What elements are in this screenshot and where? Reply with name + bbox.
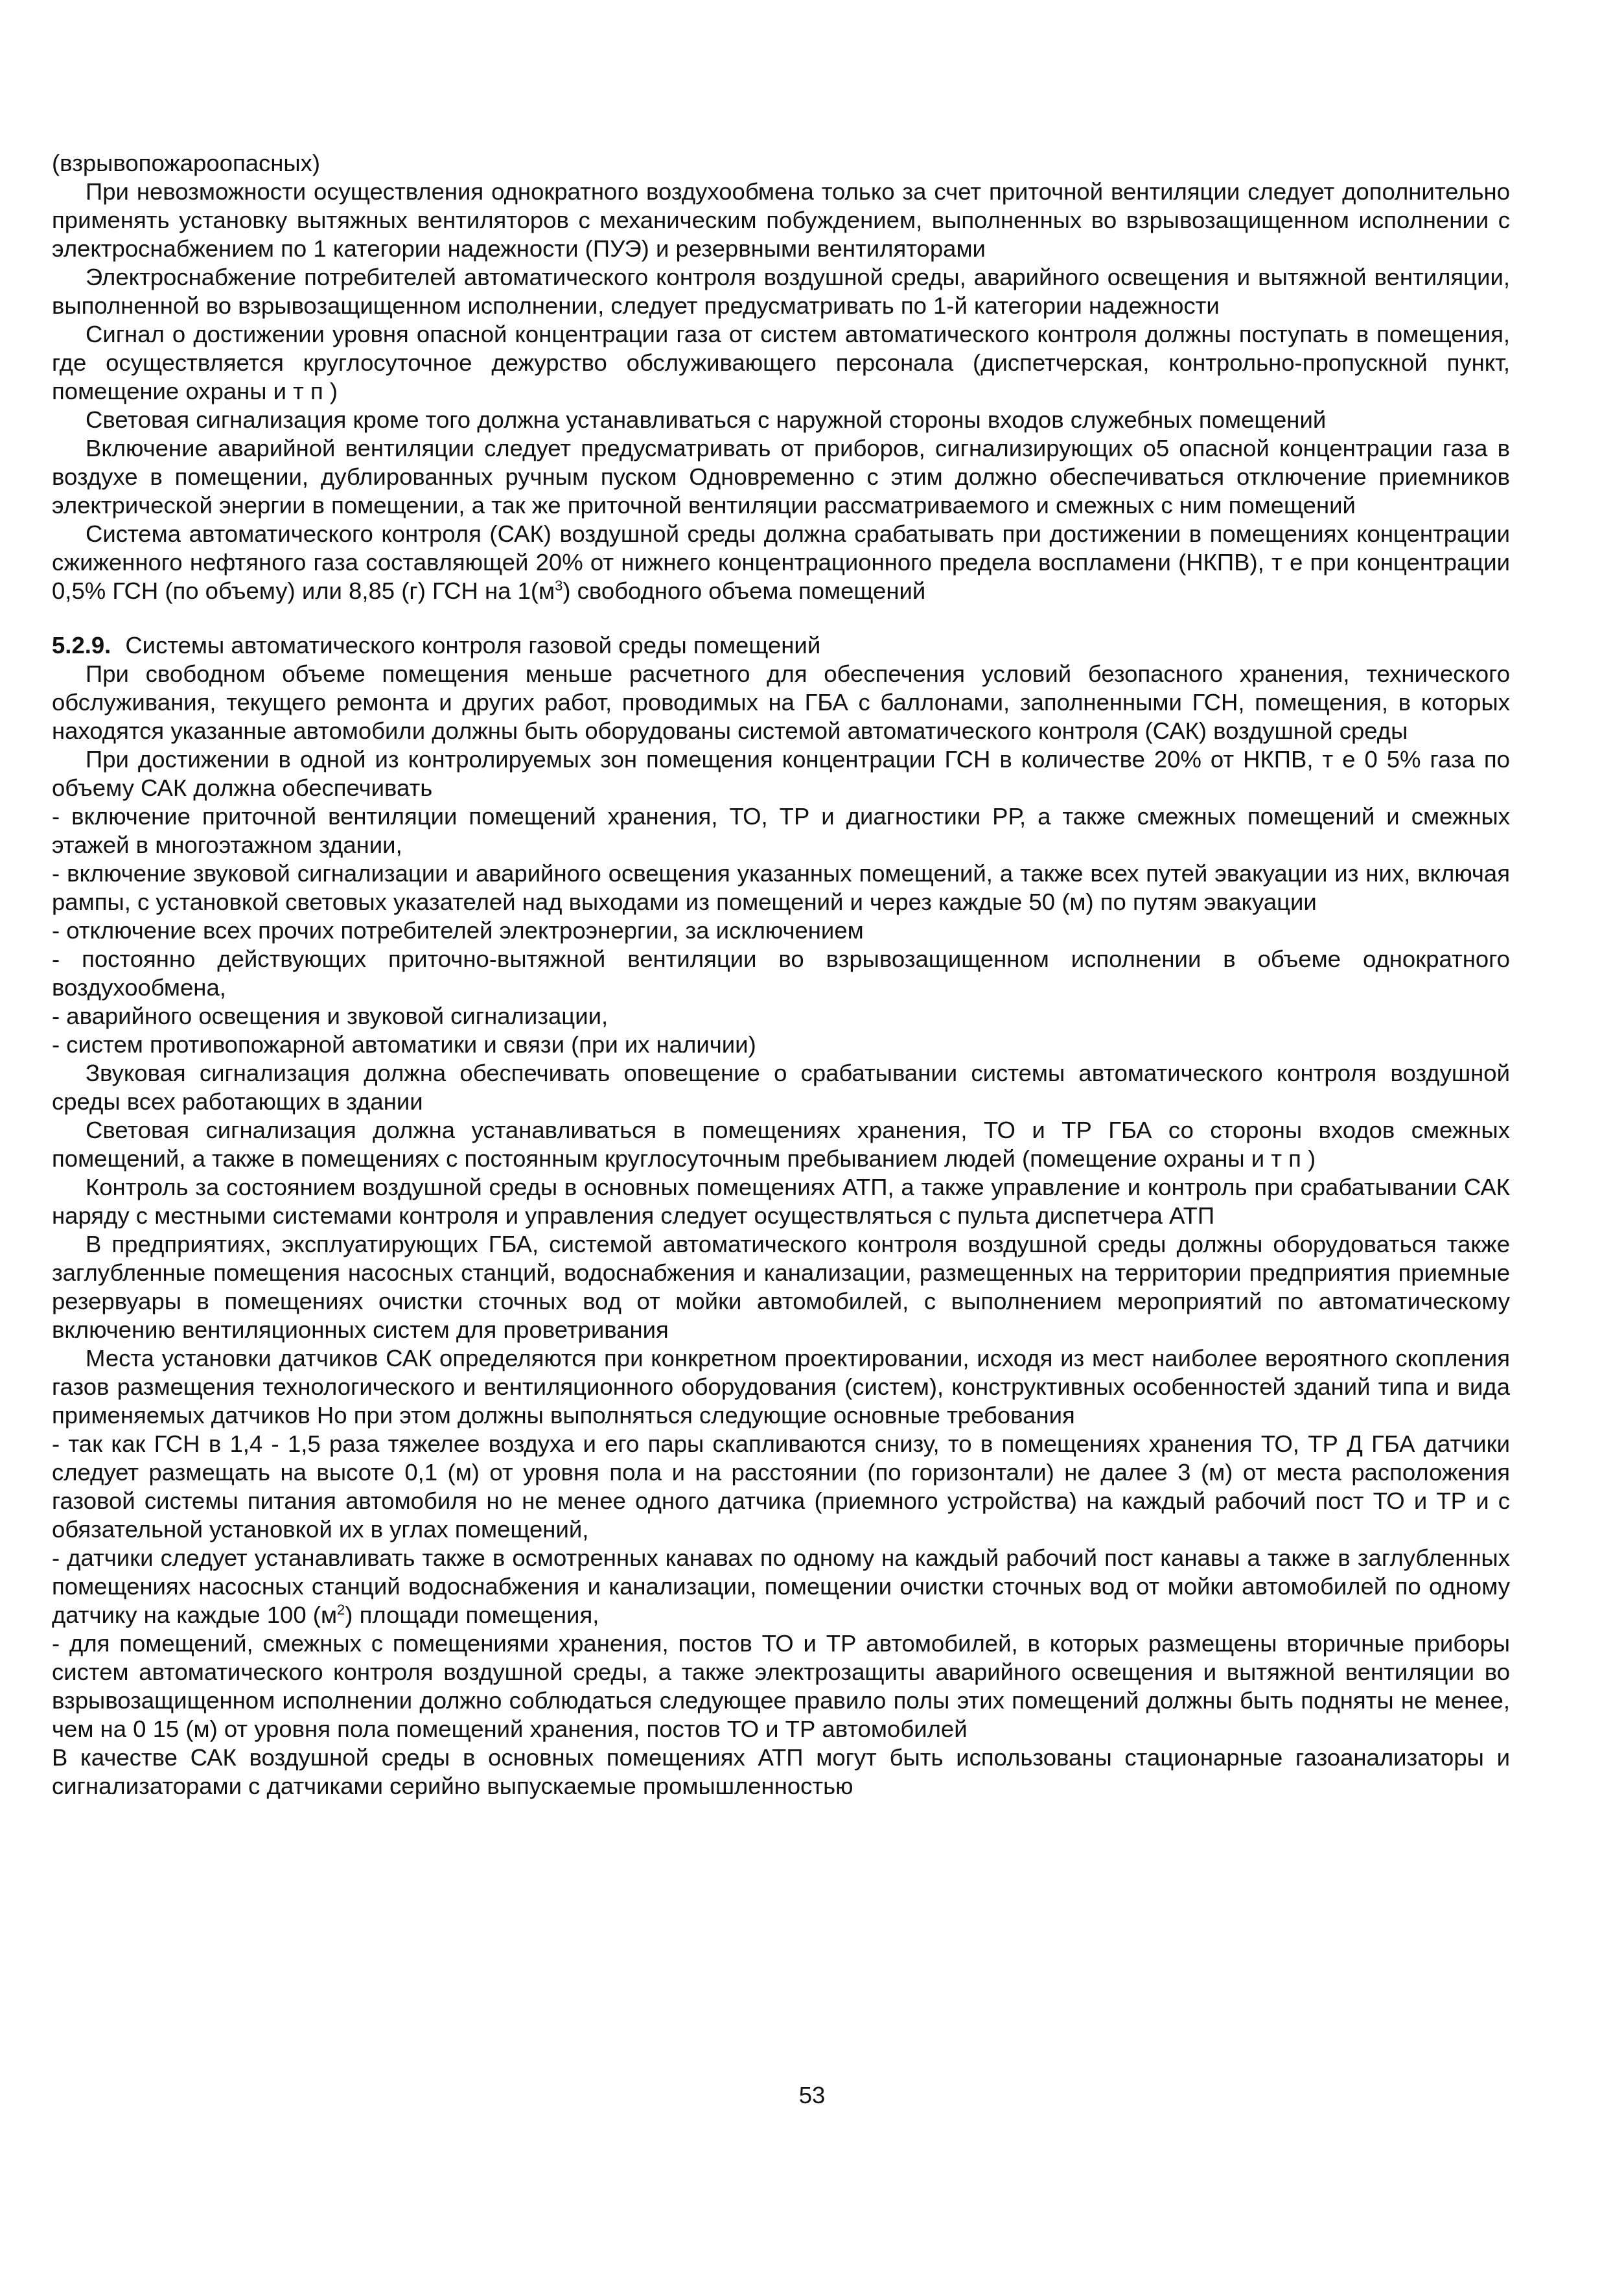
list-item: - постоянно действующих приточно-вытяжной вентиляции во взрывозащищенном исполнении в объеме однократного воздухообмена, bbox=[52, 946, 1510, 1001]
header-fragment: (взрывопожароопасных) bbox=[52, 150, 321, 176]
section2-paragraphs bbox=[52, 1059, 1510, 1430]
section2-intro bbox=[52, 660, 1510, 802]
document-page bbox=[52, 149, 1510, 1801]
paragraph: Световая сигнализация должна устанавливаться в помещениях хранения, ТО и ТР ГБА со стороны входов смежных помещений, а также в помещениях с постоянным круглосуточным пребыванием людей (помещение охраны и т п ) bbox=[52, 1117, 1510, 1172]
paragraph: При свободном объеме помещения меньше расчетного для обеспечения условий безопасного хранения, технического обслуживания, текущего ремонта и других работ, проводимых на ГБА с баллонами, заполненными ГСН, помещения, в которых находятся указанные автомобили должны быть оборудованы системой автоматического контроля (САК) воздушной среды bbox=[52, 660, 1510, 744]
page-number: 53 bbox=[798, 2082, 826, 2108]
section-title: Системы автоматического контроля газовой среды помещений bbox=[125, 632, 821, 659]
paragraph: При достижении в одной из контролируемых зон помещения концентрации ГСН в количестве 20% от НКПВ, т е 0 5% газа по объему САК должна обеспечивать bbox=[52, 746, 1510, 801]
paragraph: При невозможности осуществления однократного воздухообмена только за счет приточной вентиляции следует дополнительно применять установку вытяжных вентиляторов с механическим побуждением, выполненных во взрывозащищенном исполнении с электроснабжением по 1 категории надежности (ПУЭ) и резервными вентиляторами bbox=[52, 178, 1510, 262]
paragraph: Сигнал о достижении уровня опасной концентрации газа от систем автоматического контроля должны поступать в помещения, где осуществляется круглосуточное дежурство обслуживающего персонала (диспетчерская, контрольно-пропускной пункт, помещение охраны и т п ) bbox=[52, 321, 1510, 404]
text: ) свободного объема помещений bbox=[563, 577, 926, 604]
list-item: - аварийного освещения и звуковой сигнализации, bbox=[52, 1003, 609, 1029]
paragraph: Места установки датчиков САК определяются при конкретном проектировании, исходя из мест наиболее вероятного скопления газов размещения технологического и вентиляционного оборудования (систем), конструктивных особенностей зданий типа и вида применяемых датчиков Но при этом должны выполняться следующие основные требования bbox=[52, 1345, 1510, 1429]
text: - так как ГСН в 1,4 - 1,5 раза тяжелее воздуха и его пары скапливаются снизу, то в помещениях хранения ТО, ТР Д ГБА датчики следует размещать на высоте 0,1 (м) от уровня пола и на расстоянии (по горизонтали) не далее 3 (м) от места расположения газовой системы питания автомобиля но не менее одного датчика (приемного устройства) на каждый рабочий пост ТО и ТР и с обязательной установкой их в углах помещений, bbox=[52, 1430, 1510, 1543]
section1-paragraphs bbox=[52, 178, 1510, 605]
paragraph: Электроснабжение потребителей автоматического контроля воздушной среды, аварийного освещения и вытяжной вентиляции, выполненной во взрывозащищенном исполнении, следует предусматривать по 1-й категории надежности bbox=[52, 264, 1510, 319]
text: ) площади помещения, bbox=[345, 1602, 599, 1628]
superscript: 3 bbox=[555, 577, 563, 594]
paragraph: Световая сигнализация кроме того должна устанавливаться с наружной стороны входов служебных помещений bbox=[86, 406, 1327, 433]
paragraph bbox=[52, 520, 1510, 605]
paragraph: В качестве САК воздушной среды в основных помещениях АТП могут быть использованы стационарные газоанализаторы и сигнализаторами с датчиками серийно выпускаемые промышленностью bbox=[52, 1744, 1510, 1799]
list-item: - включение приточной вентиляции помещений хранения, ТО, ТР и диагностики РР, а также смежных помещений и смежных этажей в многоэтажном здании, bbox=[52, 803, 1510, 858]
paragraph: Включение аварийной вентиляции следует предусматривать от приборов, сигнализирующих о5 опасной концентрации газа в воздухе в помещении, дублированных ручным пуском Одновременно с этим должно обеспечиваться отключение приемников электрической энергии в помещении, а так же приточной вентиляции рассматриваемого и смежных с ним помещений bbox=[52, 435, 1510, 519]
list-item bbox=[52, 1430, 1510, 1544]
text: Система автоматического контроля (САК) воздушной среды должна срабатывать при достижении в помещениях концентрации сжиженного нефтяного газа составляющей 20% от нижнего концентрационного предела воспламени (НКПВ), т е при концентрации 0,5% ГСН (по объему) или 8,85 (г) ГСН на 1(м bbox=[52, 520, 1510, 604]
list-item: - отключение всех прочих потребителей электроэнергии, за исключением bbox=[52, 917, 864, 944]
paragraph: Звуковая сигнализация должна обеспечивать оповещение о срабатывании системы автоматического контроля воздушной среды всех работающих в здании bbox=[52, 1060, 1510, 1115]
list-item bbox=[52, 1544, 1510, 1629]
list-item bbox=[52, 1629, 1510, 1744]
list-item: - систем противопожарной автоматики и связи (при их наличии) bbox=[52, 1031, 756, 1058]
paragraph: В предприятиях, эксплуатирующих ГБА, системой автоматического контроля воздушной среды должны оборудоваться также заглубленные помещения насосных станций, водоснабжения и канализации, размещенных на территории предприятия приемные резервуары в помещениях очистки сточных вод от мойки автомобилей, с выполнением мероприятий по автоматическому включению вентиляционных систем для проветривания bbox=[52, 1231, 1510, 1343]
text: - датчики следует устанавливать также в осмотренных канавах по одному на каждый рабочий пост канавы а также в заглубленных помещениях насосных станций водоснабжения и канализации, помещении очистки сточных вод от мойки автомобилей по одному датчику на каждые 100 (м bbox=[52, 1545, 1510, 1628]
section2-requirements bbox=[52, 1430, 1510, 1744]
superscript: 2 bbox=[337, 1601, 345, 1618]
section-heading bbox=[52, 631, 1510, 660]
list-item: - включение звуковой сигнализации и аварийного освещения указанных помещений, а также всех путей эвакуации из них, включая рампы, с установкой световых указателей над выходами из помещений и через каждые 50 (м) по путям эвакуации bbox=[52, 860, 1510, 915]
section2-bullet-list bbox=[52, 802, 1510, 1059]
section-number: 5.2.9. bbox=[52, 632, 111, 659]
text: - для помещений, смежных с помещениями хранения, постов ТО и ТР автомобилей, в которых размещены вторичные приборы систем автоматического контроля воздушной среды, а также электрозащиты аварийного освещения и вытяжной вентиляции во взрывозащищенном исполнении должно соблюдаться следующее правило полы этих помещений должны быть подняты не менее, чем на 0 15 (м) от уровня пола помещений хранения, постов ТО и ТР автомобилей bbox=[52, 1630, 1510, 1742]
paragraph: Контроль за состоянием воздушной среды в основных помещениях АТП, а также управление и контроль при срабатывании САК наряду с местными системами контроля и управления следует осуществляться с пульта диспетчера АТП bbox=[52, 1174, 1510, 1229]
